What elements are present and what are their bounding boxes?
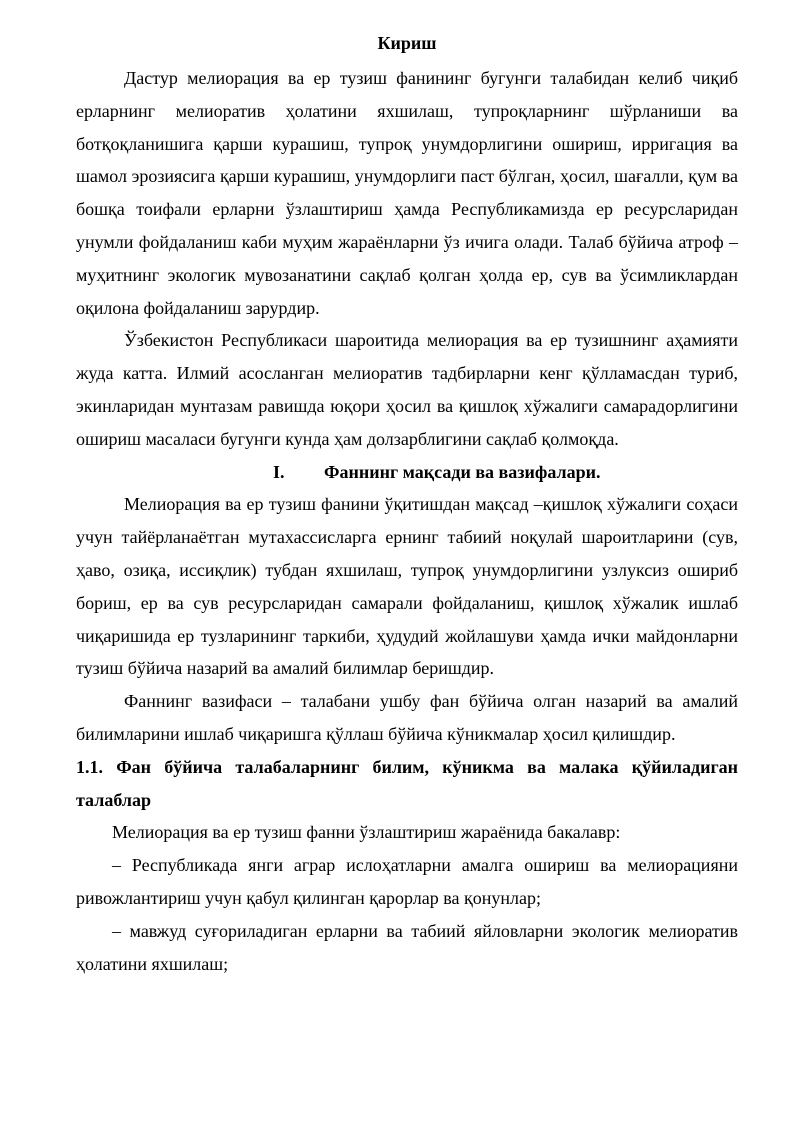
- list-item: – Республикада янги аграр ислоҳатларни амалга ошириш ва мелиорацияни ривожлантириш учун қабул қилинган қарорлар ва қонунлар;: [76, 855, 738, 908]
- section-paragraph-2: Фаннинг вазифаси – талабани ушбу фан бўйича олган назарий ва амалий билимларини ишлаб чиқаришга қўллаш бўйича кўникмалар ҳосил қилишдир.: [76, 691, 738, 744]
- subsection-heading: 1.1. Фан бўйича талабаларнинг билим, кўникма ва малака қўйиладиган талаблар: [76, 756, 738, 810]
- section-paragraph-1: Мелиорация ва ер тузиш фанини ўқитишдан мақсад –қишлоқ хўжалиги соҳаси учун тайёрланаётган мутахассисларга ернинг табиий ноқулай шароитларини (сув, ҳаво, озиқа, иссиқлик) тубдан яхшилаш, тупроқ унумдорлигини узлуксиз ошириб бориш, ер ва сув ресурсларидан самарали фойдаланиш, қишлоқ хўжалик ишлаб чиқаришида ер тузларининг таркиби, ҳудудий жойлашуви ҳамда ички майдонларни тузиш бўйича назарий ва амалий билимлар беришдир.: [76, 494, 738, 679]
- subsection-intro: Мелиорация ва ер тузиш фанни ўзлаштириш жараёнида бакалавр:: [112, 822, 621, 843]
- section-heading: [76, 456, 738, 489]
- document-page: [76, 30, 738, 980]
- section-title: Фаннинг мақсади ва вазифалари.: [324, 461, 601, 482]
- intro-paragraph-2: Ўзбекистон Республикаси шароитида мелиорация ва ер тузишнинг аҳамияти жуда катта. Илмий асосланган мелиоратив тадбирларни кенг қўлламасдан туриб, экинларидан мунтазам равишда юқори ҳосил ва қишлоқ хўжалиги самарадорлигини ошириш масаласи бугунги кунда ҳам долзарблигини сақлаб қолмоқда.: [76, 330, 738, 449]
- intro-paragraph-1: Дастур мелиорация ва ер тузиш фанининг бугунги талабидан келиб чиқиб ерларнинг мелиоратив ҳолатини яхшилаш, тупроқларнинг шўрланиши ва ботқоқланишига қарши курашиш, тупроқ унумдорлигини ошириш, ирригация ва шамол эрозиясига қарши курашиш, унумдорлиги паст бўлган, ҳосил, шағалли, қум ва бошқа тоифали ерларни ўзлаштириш ҳамда Республикамизда ер ресурсларидан унумли фойдаланиш каби муҳим жараёнларни ўз ичига олади. Талаб бўйича атроф –муҳитнинг экологик мувозанатини сақлаб қолган ҳолда ер, сув ва ўсимликлардан оқилона фойдаланиш зарурдир.: [76, 68, 738, 318]
- list-item: – мавжуд суғориладиган ерларни ва табиий яйловларни экологик мелиоратив ҳолатини яхшилаш;: [76, 920, 738, 974]
- section-number: I.: [273, 461, 285, 482]
- page-title: Кириш: [377, 33, 437, 53]
